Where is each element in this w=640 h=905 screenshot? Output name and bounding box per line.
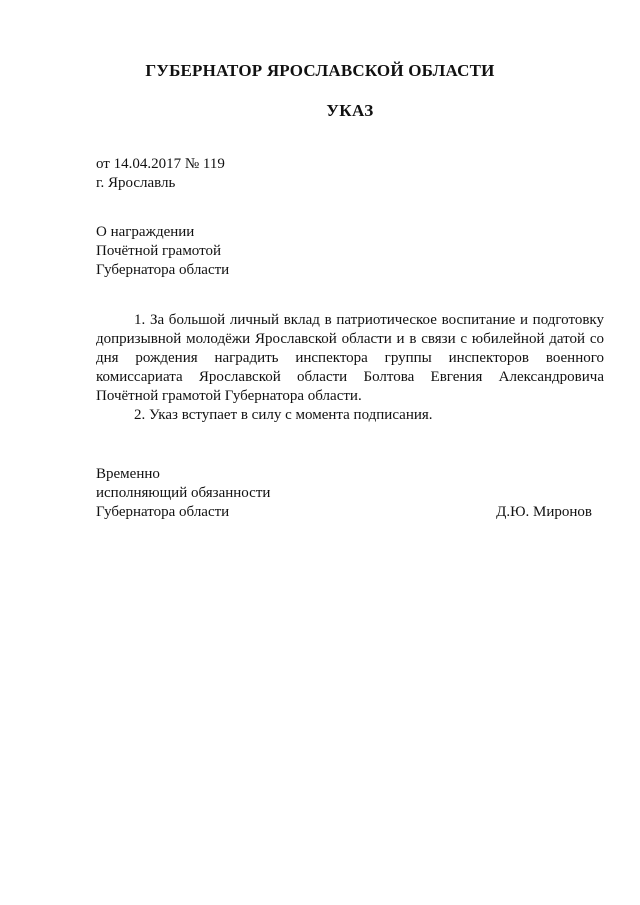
signature-block bbox=[96, 465, 592, 522]
subject-line: О награждении bbox=[96, 224, 195, 240]
city: г. Ярославль bbox=[96, 175, 176, 191]
subject-line: Губернатора области bbox=[96, 262, 230, 278]
signatory-position-line: исполняющий обязанности bbox=[96, 485, 271, 501]
date-number: от 14.04.2017 № 119 bbox=[96, 156, 225, 172]
subject-line: Почётной грамотой bbox=[96, 243, 221, 259]
issuer-title: ГУБЕРНАТОР ЯРОСЛАВСКОЙ ОБЛАСТИ bbox=[145, 61, 495, 80]
signatory-name: Д.Ю. Миронов bbox=[496, 504, 592, 520]
document-body bbox=[96, 311, 604, 425]
body-paragraph-1: 1. За большой личный вклад в патриотическое воспитание и подготовку допризывной молодёжи Ярославской области и в связи с юбилейной датой со дня рождения наградить инспектора группы инспекторов военного комиссариата Ярославской области Болтова Евгения Александровича Почётной грамотой Губернатора области. bbox=[96, 312, 604, 404]
signature-row bbox=[96, 503, 592, 522]
document-type: УКАЗ bbox=[326, 101, 374, 120]
body-paragraph-2: 2. Указ вступает в силу с момента подписания. bbox=[134, 407, 433, 423]
document-subject bbox=[96, 223, 229, 280]
signatory-position-line: Временно bbox=[96, 466, 160, 482]
document-meta bbox=[96, 155, 225, 193]
signatory-position-line: Губернатора области bbox=[96, 504, 230, 520]
